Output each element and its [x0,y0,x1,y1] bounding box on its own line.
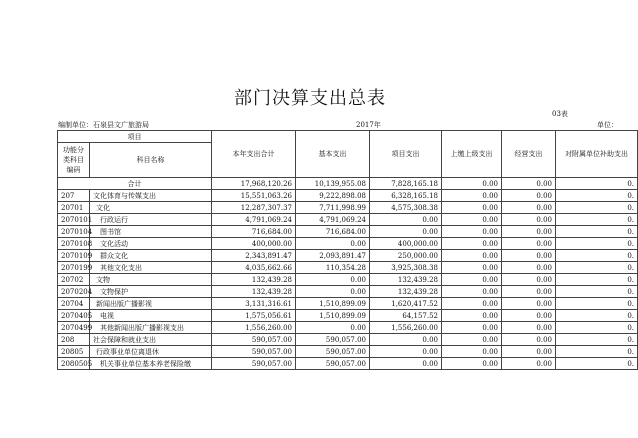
subsidy-cell: 0. [556,190,638,202]
code-cell: 20701 [58,202,90,214]
subsidy-header: 对附属单位补助支出 [556,131,638,178]
name-cell: 电视 [90,310,212,322]
name-cell: 行政运行 [90,214,212,226]
basic-cell: 9,222,898.08 [296,190,370,202]
name-cell: 图书馆 [90,226,212,238]
business-cell: 0.00 [502,214,556,226]
total-cell: 17,968,120.26 [212,178,296,190]
superior-cell: 0.00 [442,262,502,274]
total-cell: 400,000.00 [212,238,296,250]
subsidy-cell: 0. [556,286,638,298]
business-cell: 0.00 [502,202,556,214]
business-cell: 0.00 [502,298,556,310]
report-year: 2017年 [356,121,381,129]
subsidy-cell: 0. [556,322,638,334]
project-cell: 400,000.00 [370,238,442,250]
project-cell: 6,328,165.18 [370,190,442,202]
table-row [58,334,638,346]
name-cell: 机关事业单位基本养老保险缴 [90,358,212,370]
table-row [58,238,638,250]
name-cell: 社会保障和就业支出 [90,334,212,346]
total-cell: 15,551,063.26 [212,190,296,202]
project-cell: 0.00 [370,214,442,226]
total-cell: 716,684.00 [212,226,296,238]
code-cell: 2070499 [58,322,90,334]
code-cell: 2070204 [58,286,90,298]
basic-cell: 2,093,891.47 [296,250,370,262]
project-cell: 1,556,260.00 [370,322,442,334]
subsidy-cell: 0. [556,226,638,238]
basic-cell: 0.00 [296,286,370,298]
basic-cell: 590,057.00 [296,346,370,358]
project-cell: 250,000.00 [370,250,442,262]
superior-cell: 0.00 [442,298,502,310]
total-cell: 3,131,316.61 [212,298,296,310]
basic-cell: 7,711,998.99 [296,202,370,214]
total-row [58,178,638,190]
subsidy-cell: 0. [556,298,638,310]
code-cell: 20805 [58,346,90,358]
page-title: 部门决算支出总表 [234,88,386,109]
table-row [58,286,638,298]
subsidy-cell: 0. [556,262,638,274]
subsidy-cell: 0. [556,202,638,214]
total-cell: 2,343,891.47 [212,250,296,262]
project-cell: 3,925,308.38 [370,262,442,274]
total-cell: 12,287,307.37 [212,202,296,214]
code-cell: 2080505 [58,358,90,370]
business-cell: 0.00 [502,346,556,358]
superior-cell: 0.00 [442,226,502,238]
project-cell: 0.00 [370,334,442,346]
reporting-unit: 编制单位：石泉县文广旅游局 [58,121,149,129]
superior-cell: 0.00 [442,202,502,214]
basic-cell: 10,139,955.08 [296,178,370,190]
superior-cell: 0.00 [442,238,502,250]
basic-cell: 110,354.28 [296,262,370,274]
table-row [58,310,638,322]
total-cell: 1,556,260.00 [212,322,296,334]
code-cell: 2070109 [58,250,90,262]
basic-cell: 716,684.00 [296,226,370,238]
code-cell: 2070104 [58,226,90,238]
superior-cell: 0.00 [442,190,502,202]
basic-cell: 0.00 [296,322,370,334]
name-cell: 其他文化支出 [90,262,212,274]
form-number: 03表 [552,110,568,118]
subsidy-cell: 0. [556,178,638,190]
subsidy-cell: 0. [556,310,638,322]
table-row [58,298,638,310]
currency-unit-label: 单位： [597,121,618,129]
superior-cell: 0.00 [442,346,502,358]
name-cell: 新闻出版广播影视 [90,298,212,310]
name-cell: 文物 [90,274,212,286]
table-row [58,214,638,226]
business-cell: 0.00 [502,286,556,298]
project-cell: 4,575,308.38 [370,202,442,214]
project-cell: 0.00 [370,358,442,370]
basic-cell: 1,510,899.09 [296,310,370,322]
business-cell: 0.00 [502,226,556,238]
total-cell: 132,439.28 [212,274,296,286]
table-row [58,262,638,274]
code-cell: 208 [58,334,90,346]
business-cell: 0.00 [502,190,556,202]
name-cell: 文物保护 [90,286,212,298]
business-header: 经营支出 [502,131,556,178]
total-cell: 590,057.00 [212,334,296,346]
superior-cell: 0.00 [442,310,502,322]
name-cell: 其他新闻出版广播影视支出 [90,322,212,334]
superior-cell: 0.00 [442,274,502,286]
name-cell: 文化体育与传媒支出 [90,190,212,202]
subsidy-cell: 0. [556,358,638,370]
name-cell: 文化活动 [90,238,212,250]
business-cell: 0.00 [502,250,556,262]
business-cell: 0.00 [502,178,556,190]
basic-cell: 590,057.00 [296,334,370,346]
superior-header: 上缴上级支出 [442,131,502,178]
table-row [58,226,638,238]
subsidy-cell: 0. [556,274,638,286]
total-cell: 590,057.00 [212,358,296,370]
table-row [58,250,638,262]
expenditure-table [57,130,638,370]
name-cell: 行政事业单位离退休 [90,346,212,358]
project-cell: 132,439.28 [370,286,442,298]
code-cell: 2070199 [58,262,90,274]
code-cell: 2070108 [58,238,90,250]
subsidy-cell: 0. [556,250,638,262]
basic-cell: 590,057.00 [296,358,370,370]
table-row [58,346,638,358]
basic-header: 基本支出 [296,131,370,178]
total-header: 本年支出合计 [212,131,296,178]
total-cell: 132,439.28 [212,286,296,298]
total-label: 合计 [58,178,212,190]
table-row [58,322,638,334]
superior-cell: 0.00 [442,334,502,346]
table-row [58,202,638,214]
project-header: 项目支出 [370,131,442,178]
basic-cell: 0.00 [296,238,370,250]
table-row [58,190,638,202]
code-cell: 207 [58,190,90,202]
total-cell: 4,035,662.66 [212,262,296,274]
basic-cell: 4,791,069.24 [296,214,370,226]
project-cell: 1,620,417.52 [370,298,442,310]
code-cell: 2070405 [58,310,90,322]
code-header: 功能分类科目编码 [58,143,90,178]
total-cell: 1,575,056.61 [212,310,296,322]
subsidy-cell: 0. [556,346,638,358]
superior-cell: 0.00 [442,178,502,190]
project-cell: 64,157.52 [370,310,442,322]
superior-cell: 0.00 [442,358,502,370]
code-cell: 20704 [58,298,90,310]
business-cell: 0.00 [502,310,556,322]
subsidy-cell: 0. [556,214,638,226]
table-row [58,274,638,286]
superior-cell: 0.00 [442,286,502,298]
item-group-header: 项目 [58,131,212,143]
superior-cell: 0.00 [442,250,502,262]
basic-cell: 0.00 [296,274,370,286]
name-cell: 群众文化 [90,250,212,262]
project-cell: 132,439.28 [370,274,442,286]
code-cell: 20702 [58,274,90,286]
project-cell: 0.00 [370,346,442,358]
business-cell: 0.00 [502,274,556,286]
total-cell: 590,057.00 [212,346,296,358]
business-cell: 0.00 [502,262,556,274]
name-header: 科目名称 [90,143,212,178]
business-cell: 0.00 [502,238,556,250]
superior-cell: 0.00 [442,214,502,226]
name-cell: 文化 [90,202,212,214]
business-cell: 0.00 [502,358,556,370]
table-row [58,358,638,370]
project-cell: 7,828,165.18 [370,178,442,190]
basic-cell: 1,510,899.09 [296,298,370,310]
business-cell: 0.00 [502,322,556,334]
project-cell: 0.00 [370,226,442,238]
code-cell: 2070101 [58,214,90,226]
superior-cell: 0.00 [442,322,502,334]
business-cell: 0.00 [502,334,556,346]
subsidy-cell: 0. [556,334,638,346]
subsidy-cell: 0. [556,238,638,250]
total-cell: 4,791,069.24 [212,214,296,226]
